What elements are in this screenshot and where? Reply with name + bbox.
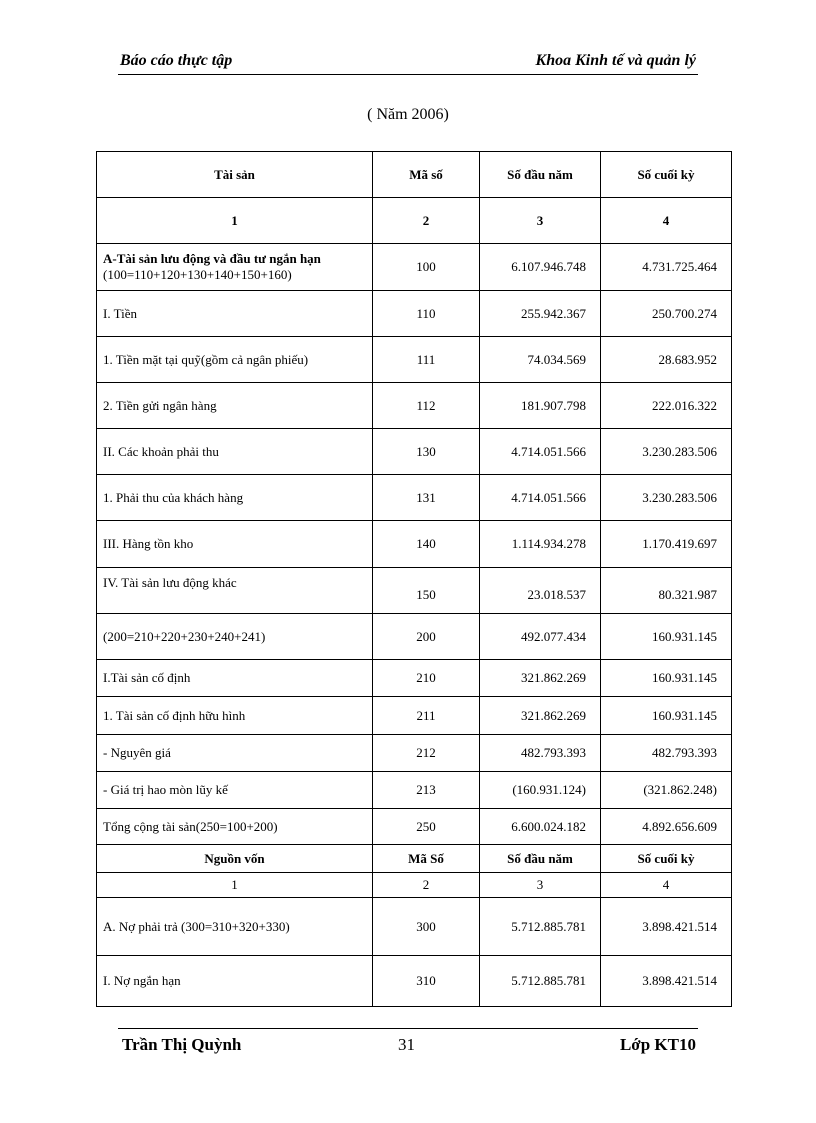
row-name-formula: (100=110+120+130+140+150+160) [103, 267, 292, 282]
row-end-value: 3.230.283.506 [601, 429, 732, 475]
row-name: IV. Tài sản lưu động khác [97, 568, 373, 614]
row-name: III. Hàng tồn kho [97, 521, 373, 568]
row-end-value: 4.892.656.609 [601, 809, 732, 845]
row-code: 111 [373, 337, 480, 383]
row-name-title: A-Tài sản lưu động và đầu tư ngắn hạn [103, 251, 321, 266]
row-code: 130 [373, 429, 480, 475]
col-header-code: Mã Số [373, 845, 480, 873]
index-cell: 2 [373, 198, 480, 244]
row-code: 300 [373, 898, 480, 956]
table-header-row [97, 152, 732, 198]
row-name: 1. Phải thu của khách hàng [97, 475, 373, 521]
row-start-value: 181.907.798 [480, 383, 601, 429]
table-row [97, 898, 732, 956]
index-cell: 3 [480, 198, 601, 244]
row-code: 140 [373, 521, 480, 568]
row-start-value: 5.712.885.781 [480, 956, 601, 1007]
table-row-total [97, 809, 732, 845]
row-end-value: 3.898.421.514 [601, 898, 732, 956]
row-code: 250 [373, 809, 480, 845]
footer-class: Lớp KT10 [619, 1035, 696, 1054]
index-cell: 4 [601, 873, 732, 898]
row-start-value: 321.862.269 [480, 697, 601, 735]
row-name: - Giá trị hao mòn lũy kế [97, 772, 373, 809]
table-row [97, 735, 732, 772]
row-code: 213 [373, 772, 480, 809]
row-name: 2. Tiền gửi ngân hàng [97, 383, 373, 429]
row-name: I. Nợ ngắn hạn [97, 956, 373, 1007]
col-header-end: Số cuối kỳ [601, 152, 732, 198]
page-header [118, 52, 698, 75]
table-row [97, 291, 732, 337]
row-name: 1. Tài sản cố định hữu hình [97, 697, 373, 735]
sources-index-row [97, 873, 732, 898]
row-name: A. Nợ phải trả (300=310+320+330) [97, 898, 373, 956]
col-header-sources: Nguồn vốn [97, 845, 373, 873]
sources-header-row [97, 845, 732, 873]
table-row [97, 697, 732, 735]
page-number: 31 [398, 1035, 415, 1054]
footer-author: Trần Thị Quỳnh [122, 1035, 242, 1054]
row-start-value: 4.714.051.566 [480, 475, 601, 521]
row-start-value: 74.034.569 [480, 337, 601, 383]
table-row [97, 429, 732, 475]
row-code: 150 [373, 568, 480, 614]
row-end-value: 222.016.322 [601, 383, 732, 429]
col-header-assets: Tài sản [97, 152, 373, 198]
row-name: I.Tài sản cố định [97, 660, 373, 697]
row-name: 1. Tiền mặt tại quỹ(gồm cả ngân phiếu) [97, 337, 373, 383]
row-code: 310 [373, 956, 480, 1007]
row-code: 200 [373, 614, 480, 660]
row-end-value: 28.683.952 [601, 337, 732, 383]
table-row [97, 244, 732, 291]
index-cell: 1 [97, 198, 373, 244]
header-right: Khoa Kinh tế và quản lý [535, 52, 696, 69]
row-end-value: 482.793.393 [601, 735, 732, 772]
table-row [97, 568, 732, 614]
row-start-value: 492.077.434 [480, 614, 601, 660]
row-start-value: 5.712.885.781 [480, 898, 601, 956]
row-name [97, 244, 373, 291]
row-name: I. Tiền [97, 291, 373, 337]
table-row [97, 660, 732, 697]
row-start-value: 1.114.934.278 [480, 521, 601, 568]
page-footer [118, 1028, 698, 1054]
row-code: 212 [373, 735, 480, 772]
row-end-value: 80.321.987 [601, 568, 732, 614]
row-end-value: (321.862.248) [601, 772, 732, 809]
row-name: - Nguyên giá [97, 735, 373, 772]
row-end-value: 4.731.725.464 [601, 244, 732, 291]
table-row [97, 614, 732, 660]
row-name: Tổng cộng tài sản(250=100+200) [97, 809, 373, 845]
row-end-value: 160.931.145 [601, 614, 732, 660]
row-name: (200=210+220+230+240+241) [97, 614, 373, 660]
row-code: 110 [373, 291, 480, 337]
col-header-end: Số cuối kỳ [601, 845, 732, 873]
table-row [97, 475, 732, 521]
row-start-value: 23.018.537 [480, 568, 601, 614]
row-code: 131 [373, 475, 480, 521]
table-row [97, 383, 732, 429]
row-end-value: 3.230.283.506 [601, 475, 732, 521]
header-left: Báo cáo thực tập [120, 52, 233, 69]
row-start-value: 321.862.269 [480, 660, 601, 697]
row-end-value: 160.931.145 [601, 660, 732, 697]
row-code: 210 [373, 660, 480, 697]
table-row [97, 956, 732, 1007]
col-header-code: Mã số [373, 152, 480, 198]
row-start-value: (160.931.124) [480, 772, 601, 809]
row-code: 100 [373, 244, 480, 291]
index-cell: 1 [97, 873, 373, 898]
row-start-value: 6.107.946.748 [480, 244, 601, 291]
index-cell: 2 [373, 873, 480, 898]
row-start-value: 482.793.393 [480, 735, 601, 772]
row-start-value: 6.600.024.182 [480, 809, 601, 845]
row-start-value: 255.942.367 [480, 291, 601, 337]
row-end-value: 3.898.421.514 [601, 956, 732, 1007]
row-code: 211 [373, 697, 480, 735]
row-end-value: 1.170.419.697 [601, 521, 732, 568]
row-name: II. Các khoản phải thu [97, 429, 373, 475]
index-cell: 3 [480, 873, 601, 898]
table-index-row [97, 198, 732, 244]
table-row [97, 521, 732, 568]
row-end-value: 250.700.274 [601, 291, 732, 337]
table-row [97, 337, 732, 383]
col-header-start: Số đầu năm [480, 845, 601, 873]
row-code: 112 [373, 383, 480, 429]
col-header-start: Số đầu năm [480, 152, 601, 198]
row-start-value: 4.714.051.566 [480, 429, 601, 475]
row-end-value: 160.931.145 [601, 697, 732, 735]
balance-sheet-table [96, 151, 732, 1007]
year-label: ( Năm 2006) [367, 106, 449, 123]
table-row [97, 772, 732, 809]
index-cell: 4 [601, 198, 732, 244]
